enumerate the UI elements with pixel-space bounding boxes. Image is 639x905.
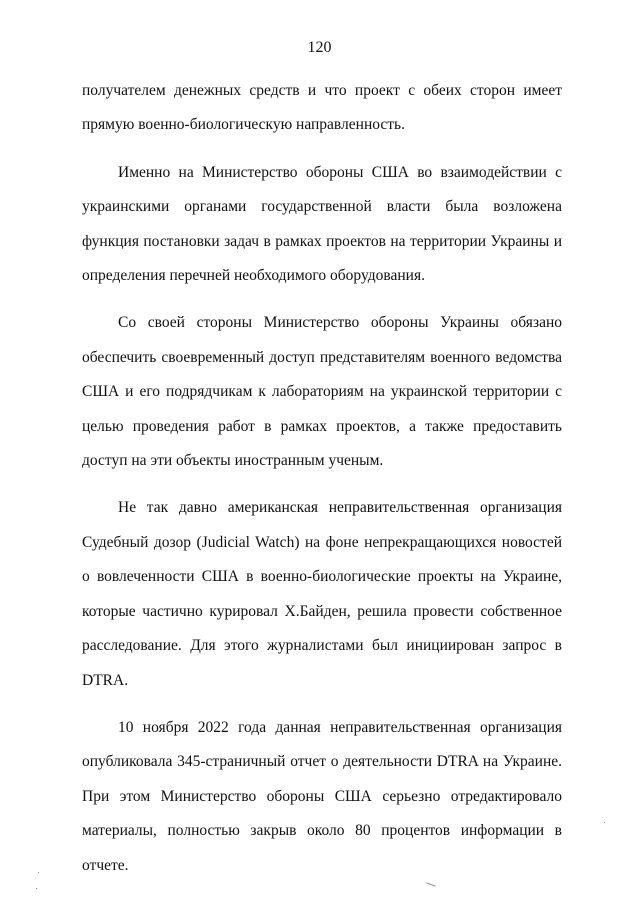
paragraph-dtra-report: 10 ноября 2022 года данная неправительственная организация опубликовала 345-страничный отчет о деятельности DTRA на Украине. При этом Министерство обороны США серьезно отредактировало материалы, полностью закрыв около 80 процентов информации в отчете. [82, 718, 562, 874]
paragraph-ukraine-mod-access: Со своей стороны Министерство обороны Украины обязано обеспечить своевременный доступ представителям военного ведомства США и его подрядчикам к лабораториям на украинской территории с целью проведения работ в рамках проектов, а также предоставить доступ на эти объекты иностранным ученым. [82, 314, 562, 470]
scan-speck [36, 888, 37, 889]
scan-speck [38, 872, 39, 873]
paragraph-continuation: получателем денежных средств и что проект с обеих сторон имеет прямую военно-биологическую направленность. [82, 82, 562, 134]
page-number: 120 [307, 39, 332, 56]
body-text [82, 74, 562, 883]
scan-speck [426, 882, 436, 886]
paragraph-judicial-watch: Не так давно американская неправительственная организация Судебный дозор (Judicial Watch) на фоне непрекращающихся новостей о вовлеченности США в военно-биологические проекты на Украине, которые частично курировал Х.Байден, решила провести собственное расследование. Для этого журналистами был инициирован запрос в DTRA. [82, 499, 562, 689]
paragraph-dod-role: Именно на Министерство обороны США во взаимодействии с украинскими органами государственной власти была возложена функция постановки задач в рамках проектов на территории Украины и определения перечней необходимого оборудования. [82, 163, 562, 285]
scan-speck [604, 822, 605, 823]
